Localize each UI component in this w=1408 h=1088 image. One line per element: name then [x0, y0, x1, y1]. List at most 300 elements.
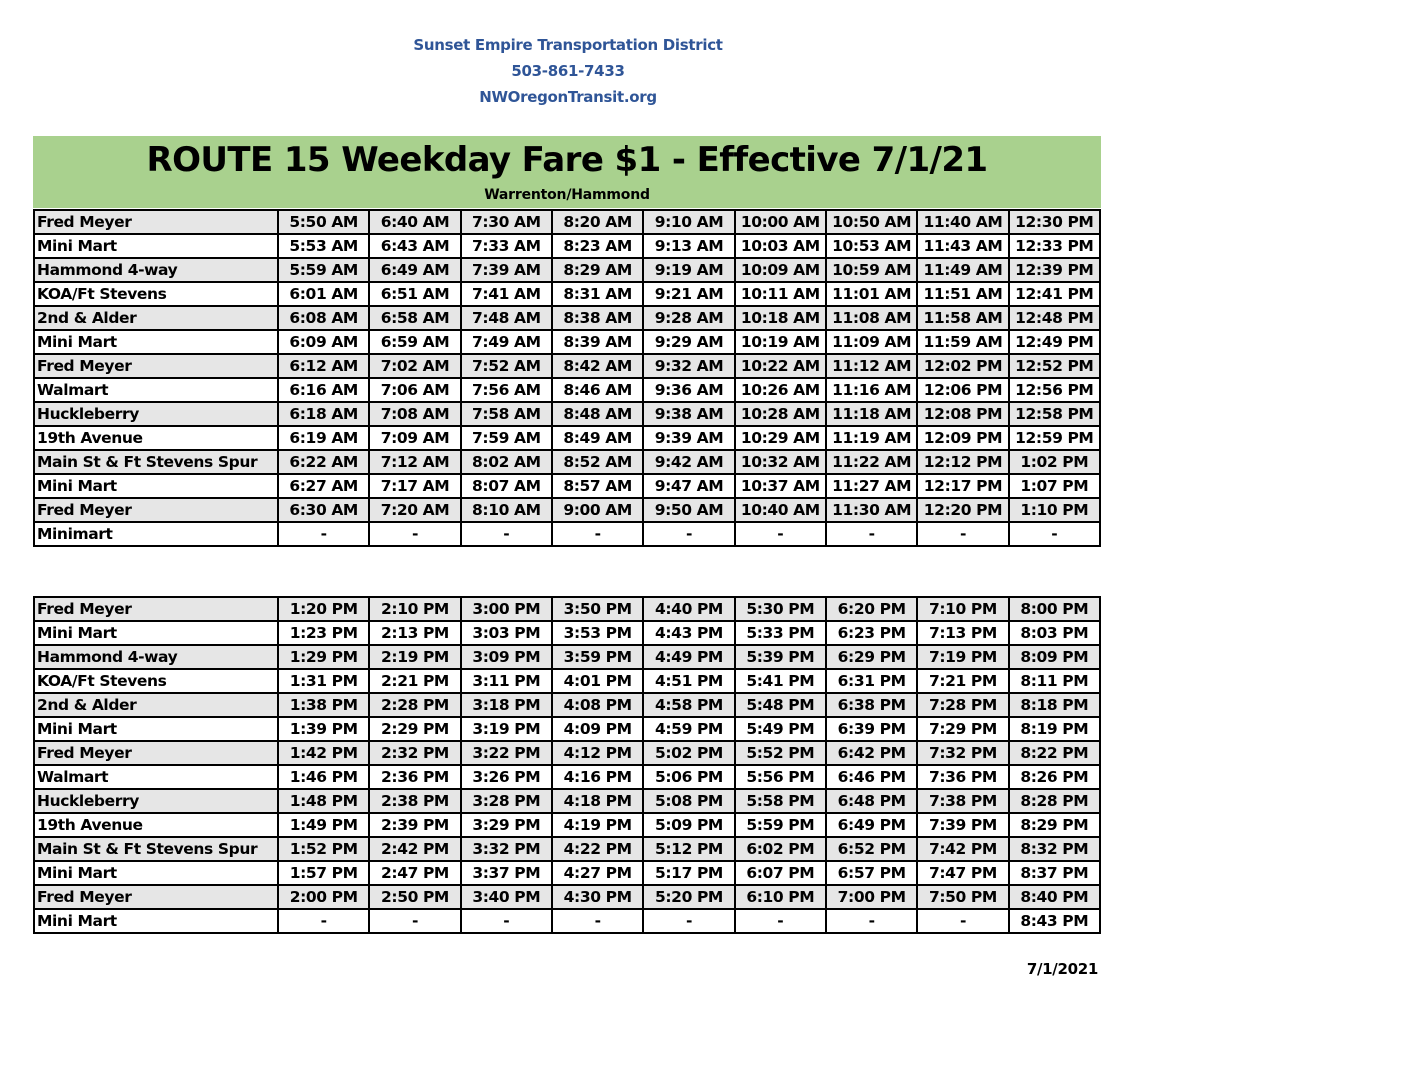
departure-time: 12:08 PM [917, 402, 1008, 426]
departure-time: 9:29 AM [643, 330, 734, 354]
departure-time: - [826, 909, 917, 933]
table-row [34, 861, 1100, 885]
departure-time: - [1009, 522, 1100, 546]
departure-time: 3:03 PM [461, 621, 552, 645]
departure-time: 9:10 AM [643, 210, 734, 234]
stop-name: Mini Mart [34, 330, 278, 354]
departure-time: 9:28 AM [643, 306, 734, 330]
stop-name: KOA/Ft Stevens [34, 282, 278, 306]
table-row [34, 474, 1100, 498]
stop-name: Mini Mart [34, 717, 278, 741]
departure-time: - [278, 909, 369, 933]
departure-time: 9:36 AM [643, 378, 734, 402]
stop-name: Main St & Ft Stevens Spur [34, 837, 278, 861]
departure-time: 6:48 PM [826, 789, 917, 813]
departure-time: 9:32 AM [643, 354, 734, 378]
departure-time: 6:22 AM [278, 450, 369, 474]
table-row [34, 210, 1100, 234]
departure-time: 12:59 PM [1009, 426, 1100, 450]
departure-time: 1:07 PM [1009, 474, 1100, 498]
table-row [34, 717, 1100, 741]
departure-time: 7:28 PM [917, 693, 1008, 717]
departure-time: 8:42 AM [552, 354, 643, 378]
stop-name: Fred Meyer [34, 498, 278, 522]
departure-time: 8:29 PM [1009, 813, 1100, 837]
table-row [34, 645, 1100, 669]
departure-time: 11:51 AM [917, 282, 1008, 306]
departure-time: 2:38 PM [369, 789, 460, 813]
table-row [34, 765, 1100, 789]
table-row [34, 597, 1100, 621]
departure-time: 7:30 AM [461, 210, 552, 234]
stop-name: Hammond 4-way [34, 645, 278, 669]
departure-time: 6:43 AM [369, 234, 460, 258]
departure-time: 10:53 AM [826, 234, 917, 258]
departure-time: 12:41 PM [1009, 282, 1100, 306]
departure-time: 12:02 PM [917, 354, 1008, 378]
departure-time: 7:48 AM [461, 306, 552, 330]
table-row [34, 693, 1100, 717]
departure-time: 9:39 AM [643, 426, 734, 450]
departure-time: 8:07 AM [461, 474, 552, 498]
table-row [34, 426, 1100, 450]
departure-time: 6:59 AM [369, 330, 460, 354]
departure-time: 9:47 AM [643, 474, 734, 498]
departure-time: 3:53 PM [552, 621, 643, 645]
departure-time: 7:47 PM [917, 861, 1008, 885]
departure-time: 8:11 PM [1009, 669, 1100, 693]
table-row [34, 498, 1100, 522]
departure-time: 11:22 AM [826, 450, 917, 474]
departure-time: 7:33 AM [461, 234, 552, 258]
departure-time: 4:19 PM [552, 813, 643, 837]
departure-time: 6:08 AM [278, 306, 369, 330]
departure-time: 8:31 AM [552, 282, 643, 306]
departure-time: 8:38 AM [552, 306, 643, 330]
departure-time: 8:43 PM [1009, 909, 1100, 933]
departure-time: - [917, 909, 1008, 933]
departure-time: 8:40 PM [1009, 885, 1100, 909]
departure-time: - [826, 522, 917, 546]
departure-time: 5:33 PM [735, 621, 826, 645]
departure-time: 8:23 AM [552, 234, 643, 258]
departure-time: 1:38 PM [278, 693, 369, 717]
departure-time: 9:00 AM [552, 498, 643, 522]
departure-time: 6:57 PM [826, 861, 917, 885]
departure-time: 1:02 PM [1009, 450, 1100, 474]
departure-time: 11:19 AM [826, 426, 917, 450]
departure-time: - [552, 522, 643, 546]
departure-time: - [461, 522, 552, 546]
departure-time: 7:36 PM [917, 765, 1008, 789]
departure-time: 3:22 PM [461, 741, 552, 765]
departure-time: 7:20 AM [369, 498, 460, 522]
departure-time: 10:29 AM [735, 426, 826, 450]
departure-time: 12:49 PM [1009, 330, 1100, 354]
table-row [34, 522, 1100, 546]
departure-time: 10:00 AM [735, 210, 826, 234]
departure-time: 9:42 AM [643, 450, 734, 474]
departure-time: 10:32 AM [735, 450, 826, 474]
stop-name: 19th Avenue [34, 813, 278, 837]
departure-time: 10:09 AM [735, 258, 826, 282]
departure-time: 5:20 PM [643, 885, 734, 909]
stop-name: Walmart [34, 378, 278, 402]
stop-name: Mini Mart [34, 474, 278, 498]
departure-time: 2:39 PM [369, 813, 460, 837]
departure-time: 10:22 AM [735, 354, 826, 378]
stop-name: Mini Mart [34, 234, 278, 258]
departure-time: 8:03 PM [1009, 621, 1100, 645]
departure-time: 7:59 AM [461, 426, 552, 450]
departure-time: 3:26 PM [461, 765, 552, 789]
table-row [34, 450, 1100, 474]
departure-time: 8:32 PM [1009, 837, 1100, 861]
departure-time: 12:58 PM [1009, 402, 1100, 426]
departure-time: 12:20 PM [917, 498, 1008, 522]
departure-time: - [369, 522, 460, 546]
departure-time: 6:07 PM [735, 861, 826, 885]
departure-time: 3:09 PM [461, 645, 552, 669]
stop-name: Mini Mart [34, 909, 278, 933]
departure-time: 9:19 AM [643, 258, 734, 282]
departure-time: 8:22 PM [1009, 741, 1100, 765]
departure-time: 7:17 AM [369, 474, 460, 498]
stop-name: 2nd & Alder [34, 306, 278, 330]
departure-time: 2:42 PM [369, 837, 460, 861]
departure-time: 1:20 PM [278, 597, 369, 621]
departure-time: 12:52 PM [1009, 354, 1100, 378]
departure-time: 3:59 PM [552, 645, 643, 669]
departure-time: 7:21 PM [917, 669, 1008, 693]
departure-time: 7:02 AM [369, 354, 460, 378]
departure-time: 11:12 AM [826, 354, 917, 378]
departure-time: 11:01 AM [826, 282, 917, 306]
departure-time: 4:09 PM [552, 717, 643, 741]
table-row [34, 837, 1100, 861]
departure-time: 1:57 PM [278, 861, 369, 885]
stop-name: Fred Meyer [34, 354, 278, 378]
departure-time: 7:58 AM [461, 402, 552, 426]
departure-time: 3:00 PM [461, 597, 552, 621]
departure-time: 1:48 PM [278, 789, 369, 813]
departure-time: 11:59 AM [917, 330, 1008, 354]
departure-time: 8:57 AM [552, 474, 643, 498]
departure-time: 7:09 AM [369, 426, 460, 450]
departure-time: 6:46 PM [826, 765, 917, 789]
table-row [34, 789, 1100, 813]
table-row [34, 813, 1100, 837]
departure-time: 11:30 AM [826, 498, 917, 522]
departure-time: 5:41 PM [735, 669, 826, 693]
departure-time: 5:02 PM [643, 741, 734, 765]
departure-time: 12:06 PM [917, 378, 1008, 402]
departure-time: 11:16 AM [826, 378, 917, 402]
departure-time: - [552, 909, 643, 933]
departure-time: 2:50 PM [369, 885, 460, 909]
departure-time: 8:19 PM [1009, 717, 1100, 741]
departure-time: 5:48 PM [735, 693, 826, 717]
stop-name: Huckleberry [34, 789, 278, 813]
departure-time: 4:49 PM [643, 645, 734, 669]
departure-time: 12:33 PM [1009, 234, 1100, 258]
agency-phone: 503-861-7433 [511, 62, 625, 80]
departure-time: 4:51 PM [643, 669, 734, 693]
stop-name: Walmart [34, 765, 278, 789]
departure-time: 4:12 PM [552, 741, 643, 765]
departure-time: 8:02 AM [461, 450, 552, 474]
departure-time: 6:27 AM [278, 474, 369, 498]
departure-time: 9:50 AM [643, 498, 734, 522]
footer-date: 7/1/2021 [1026, 960, 1098, 978]
departure-time: 7:41 AM [461, 282, 552, 306]
departure-time: 7:13 PM [917, 621, 1008, 645]
departure-time: 11:58 AM [917, 306, 1008, 330]
departure-time: 5:53 AM [278, 234, 369, 258]
departure-time: 10:28 AM [735, 402, 826, 426]
departure-time: 1:31 PM [278, 669, 369, 693]
departure-time: 5:52 PM [735, 741, 826, 765]
departure-time: 11:09 AM [826, 330, 917, 354]
departure-time: 3:11 PM [461, 669, 552, 693]
departure-time: 1:10 PM [1009, 498, 1100, 522]
stop-name: Hammond 4-way [34, 258, 278, 282]
departure-time: 6:51 AM [369, 282, 460, 306]
departure-time: 5:50 AM [278, 210, 369, 234]
table-row [34, 282, 1100, 306]
departure-time: 7:19 PM [917, 645, 1008, 669]
table-row [34, 354, 1100, 378]
departure-time: 7:42 PM [917, 837, 1008, 861]
departure-time: 1:39 PM [278, 717, 369, 741]
table-row [34, 234, 1100, 258]
departure-time: 6:39 PM [826, 717, 917, 741]
departure-time: 7:49 AM [461, 330, 552, 354]
departure-time: 6:52 PM [826, 837, 917, 861]
departure-time: 8:18 PM [1009, 693, 1100, 717]
departure-time: 10:40 AM [735, 498, 826, 522]
departure-time: - [643, 522, 734, 546]
departure-time: 6:42 PM [826, 741, 917, 765]
departure-time: 6:02 PM [735, 837, 826, 861]
departure-time: 5:09 PM [643, 813, 734, 837]
departure-time: 5:59 PM [735, 813, 826, 837]
departure-time: 9:21 AM [643, 282, 734, 306]
departure-time: 4:18 PM [552, 789, 643, 813]
stop-name: Fred Meyer [34, 597, 278, 621]
departure-time: 7:10 PM [917, 597, 1008, 621]
departure-time: 8:10 AM [461, 498, 552, 522]
departure-time: 2:47 PM [369, 861, 460, 885]
departure-time: 6:49 AM [369, 258, 460, 282]
departure-time: 10:18 AM [735, 306, 826, 330]
departure-time: 9:38 AM [643, 402, 734, 426]
departure-time: 4:16 PM [552, 765, 643, 789]
departure-time: 3:28 PM [461, 789, 552, 813]
departure-time: 10:19 AM [735, 330, 826, 354]
departure-time: 10:26 AM [735, 378, 826, 402]
route-title: ROUTE 15 Weekday Fare $1 - Effective 7/1/21 [146, 140, 988, 180]
departure-time: 6:23 PM [826, 621, 917, 645]
departure-time: 12:17 PM [917, 474, 1008, 498]
departure-time: 4:43 PM [643, 621, 734, 645]
agency-website: NWOregonTransit.org [479, 88, 657, 106]
departure-time: 1:46 PM [278, 765, 369, 789]
departure-time: 6:31 PM [826, 669, 917, 693]
departure-time: 8:26 PM [1009, 765, 1100, 789]
table-row [34, 909, 1100, 933]
departure-time: 11:08 AM [826, 306, 917, 330]
table-row [34, 378, 1100, 402]
departure-time: 12:56 PM [1009, 378, 1100, 402]
departure-time: 10:37 AM [735, 474, 826, 498]
departure-time: 8:52 AM [552, 450, 643, 474]
departure-time: 1:23 PM [278, 621, 369, 645]
departure-time: 6:16 AM [278, 378, 369, 402]
departure-time: 6:58 AM [369, 306, 460, 330]
departure-time: 6:12 AM [278, 354, 369, 378]
departure-time: 11:40 AM [917, 210, 1008, 234]
departure-time: - [735, 909, 826, 933]
departure-time: 2:32 PM [369, 741, 460, 765]
stop-name: Minimart [34, 522, 278, 546]
departure-time: 6:30 AM [278, 498, 369, 522]
departure-time: 7:50 PM [917, 885, 1008, 909]
departure-time: - [369, 909, 460, 933]
departure-time: 4:27 PM [552, 861, 643, 885]
departure-time: 5:58 PM [735, 789, 826, 813]
stop-name: KOA/Ft Stevens [34, 669, 278, 693]
departure-time: 8:48 AM [552, 402, 643, 426]
departure-time: 6:10 PM [735, 885, 826, 909]
table-row [34, 741, 1100, 765]
table-row [34, 885, 1100, 909]
departure-time: 3:40 PM [461, 885, 552, 909]
departure-time: 3:29 PM [461, 813, 552, 837]
stop-name: Fred Meyer [34, 210, 278, 234]
departure-time: 7:39 AM [461, 258, 552, 282]
stop-name: 2nd & Alder [34, 693, 278, 717]
departure-time: 9:13 AM [643, 234, 734, 258]
departure-time: 8:39 AM [552, 330, 643, 354]
stop-name: Fred Meyer [34, 741, 278, 765]
departure-time: 3:18 PM [461, 693, 552, 717]
departure-time: 2:19 PM [369, 645, 460, 669]
departure-time: 11:27 AM [826, 474, 917, 498]
departure-time: 7:39 PM [917, 813, 1008, 837]
stop-name: Main St & Ft Stevens Spur [34, 450, 278, 474]
departure-time: 6:01 AM [278, 282, 369, 306]
schedule-table-morning [33, 209, 1101, 547]
departure-time: 5:17 PM [643, 861, 734, 885]
departure-time: 1:52 PM [278, 837, 369, 861]
departure-time: - [278, 522, 369, 546]
departure-time: 11:18 AM [826, 402, 917, 426]
departure-time: 8:49 AM [552, 426, 643, 450]
departure-time: 5:06 PM [643, 765, 734, 789]
departure-time: 10:50 AM [826, 210, 917, 234]
departure-time: 4:01 PM [552, 669, 643, 693]
departure-time: 11:49 AM [917, 258, 1008, 282]
departure-time: 5:08 PM [643, 789, 734, 813]
departure-time: 2:28 PM [369, 693, 460, 717]
departure-time: 1:42 PM [278, 741, 369, 765]
stop-name: Fred Meyer [34, 885, 278, 909]
departure-time: 7:56 AM [461, 378, 552, 402]
departure-time: - [735, 522, 826, 546]
table-row [34, 669, 1100, 693]
departure-time: 2:36 PM [369, 765, 460, 789]
departure-time: 5:49 PM [735, 717, 826, 741]
departure-time: 8:37 PM [1009, 861, 1100, 885]
table-row [34, 258, 1100, 282]
departure-time: 6:38 PM [826, 693, 917, 717]
departure-time: 7:52 AM [461, 354, 552, 378]
departure-time: 2:13 PM [369, 621, 460, 645]
departure-time: 8:29 AM [552, 258, 643, 282]
departure-time: 6:20 PM [826, 597, 917, 621]
departure-time: - [643, 909, 734, 933]
departure-time: 3:50 PM [552, 597, 643, 621]
departure-time: 7:08 AM [369, 402, 460, 426]
stop-name: Mini Mart [34, 621, 278, 645]
table-row [34, 330, 1100, 354]
stop-name: Mini Mart [34, 861, 278, 885]
departure-time: 12:12 PM [917, 450, 1008, 474]
departure-time: 2:29 PM [369, 717, 460, 741]
departure-time: 5:59 AM [278, 258, 369, 282]
departure-time: 7:06 AM [369, 378, 460, 402]
departure-time: 3:19 PM [461, 717, 552, 741]
departure-time: 7:38 PM [917, 789, 1008, 813]
route-title-banner [33, 136, 1101, 208]
table-row [34, 306, 1100, 330]
departure-time: 6:19 AM [278, 426, 369, 450]
departure-time: 6:29 PM [826, 645, 917, 669]
departure-time: 12:48 PM [1009, 306, 1100, 330]
departure-time: 5:12 PM [643, 837, 734, 861]
departure-time: 11:43 AM [917, 234, 1008, 258]
departure-time: 4:40 PM [643, 597, 734, 621]
departure-time: 2:00 PM [278, 885, 369, 909]
departure-time: 3:32 PM [461, 837, 552, 861]
departure-time: 7:00 PM [826, 885, 917, 909]
departure-time: 7:29 PM [917, 717, 1008, 741]
departure-time: 4:58 PM [643, 693, 734, 717]
departure-time: - [461, 909, 552, 933]
departure-time: 7:32 PM [917, 741, 1008, 765]
departure-time: 5:39 PM [735, 645, 826, 669]
departure-time: 12:09 PM [917, 426, 1008, 450]
departure-time: 8:28 PM [1009, 789, 1100, 813]
departure-time: 8:00 PM [1009, 597, 1100, 621]
stop-name: 19th Avenue [34, 426, 278, 450]
departure-time: 1:49 PM [278, 813, 369, 837]
stop-name: Huckleberry [34, 402, 278, 426]
departure-time: 4:30 PM [552, 885, 643, 909]
departure-time: 4:08 PM [552, 693, 643, 717]
departure-time: 6:09 AM [278, 330, 369, 354]
departure-time: 8:09 PM [1009, 645, 1100, 669]
departure-time: 10:03 AM [735, 234, 826, 258]
route-subtitle: Warrenton/Hammond [484, 187, 650, 203]
departure-time: 10:11 AM [735, 282, 826, 306]
departure-time: 2:10 PM [369, 597, 460, 621]
departure-time: 6:49 PM [826, 813, 917, 837]
departure-time: 5:56 PM [735, 765, 826, 789]
departure-time: 5:30 PM [735, 597, 826, 621]
departure-time: 7:12 AM [369, 450, 460, 474]
